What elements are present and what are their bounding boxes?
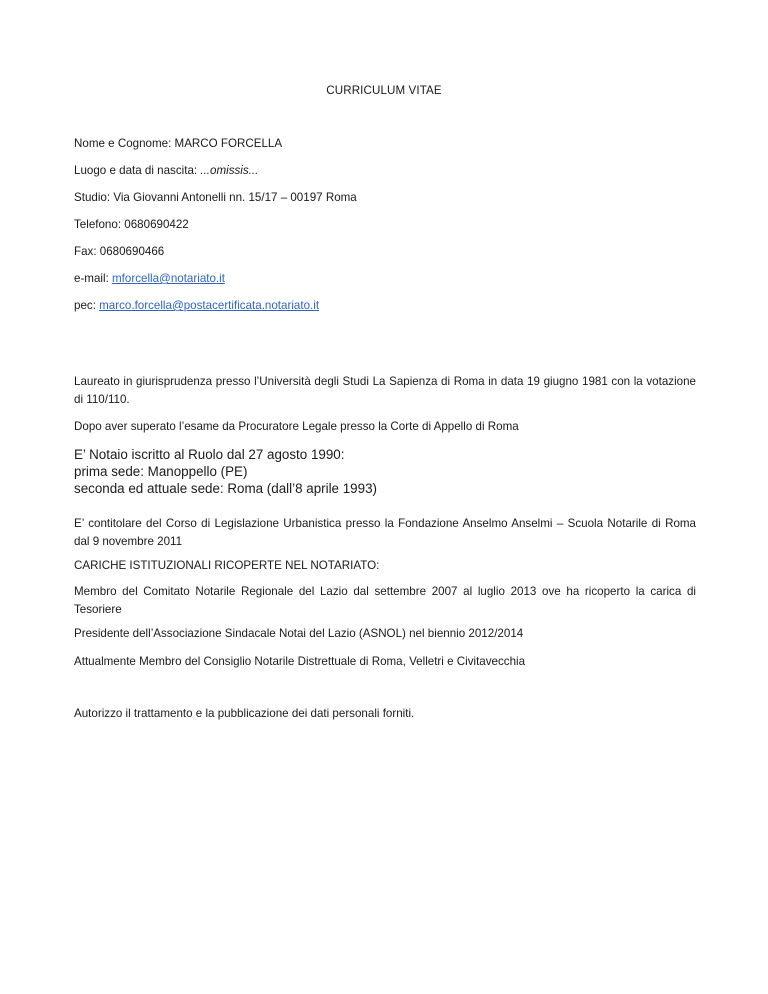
laurea-paragraph: Laureato in giurisprudenza presso l’Università degli Studi La Sapienza di Roma in data 19 giugno 1981 con la votazione di 110/110.: [74, 375, 696, 406]
autorizzazione-paragraph: Autorizzo il trattamento e la pubblicazione dei dati personali forniti.: [74, 707, 415, 720]
presidente-paragraph: Presidente dell’Associazione Sindacale Notai del Lazio (ASNOL) nel biennio 2012/2014: [74, 627, 524, 640]
telefono: Telefono: 0680690422: [74, 218, 189, 231]
notaio-line-2: prima sede: Manoppello (PE): [74, 464, 248, 479]
name-value: MARCO FORCELLA: [174, 137, 283, 150]
procuratore-paragraph: Dopo aver superato l’esame da Procuratore Legale presso la Corte di Appello di Roma: [74, 420, 519, 433]
comitato-paragraph: Membro del Comitato Notarile Regionale del Lazio dal settembre 2007 al luglio 2013 ove ha ricoperto la carica di Tesoriere: [74, 585, 696, 616]
birth-label: Luogo e data di nascita:: [74, 164, 201, 177]
cariche-heading: CARICHE ISTITUZIONALI RICOPERTE NEL NOTARIATO:: [74, 559, 380, 572]
birth-value: ...omissis...: [200, 164, 259, 177]
notaio-line-3: seconda ed attuale sede: Roma (dall’8 aprile 1993): [74, 481, 377, 496]
notaio-line-1: E’ Notaio iscritto al Ruolo dal 27 agosto 1990:: [74, 447, 345, 462]
consiglio-paragraph: Attualmente Membro del Consiglio Notarile Distrettuale di Roma, Velletri e Civitavecchia: [74, 655, 526, 668]
pec-label: pec:: [74, 299, 100, 312]
pec-link[interactable]: marco.forcella@postacertificata.notariato.it: [99, 299, 320, 312]
email-link[interactable]: mforcella@notariato.it: [112, 272, 225, 285]
email-label: e-mail:: [74, 272, 113, 285]
studio-address: Studio: Via Giovanni Antonelli nn. 15/17 – 00197 Roma: [74, 191, 357, 204]
name-line: [74, 137, 282, 150]
birth-line: [74, 164, 258, 177]
document-title: CURRICULUM VITAE: [326, 84, 442, 97]
name-label: Nome e Cognome:: [74, 137, 175, 150]
fax: Fax: 0680690466: [74, 245, 165, 258]
pec-line: [74, 299, 319, 312]
contitolare-paragraph: E’ contitolare del Corso di Legislazione Urbanistica presso la Fondazione Anselmo Anselmi – Scuola Notarile di Roma dal 9 novembre 2011: [74, 517, 696, 548]
email-line: [74, 272, 225, 285]
